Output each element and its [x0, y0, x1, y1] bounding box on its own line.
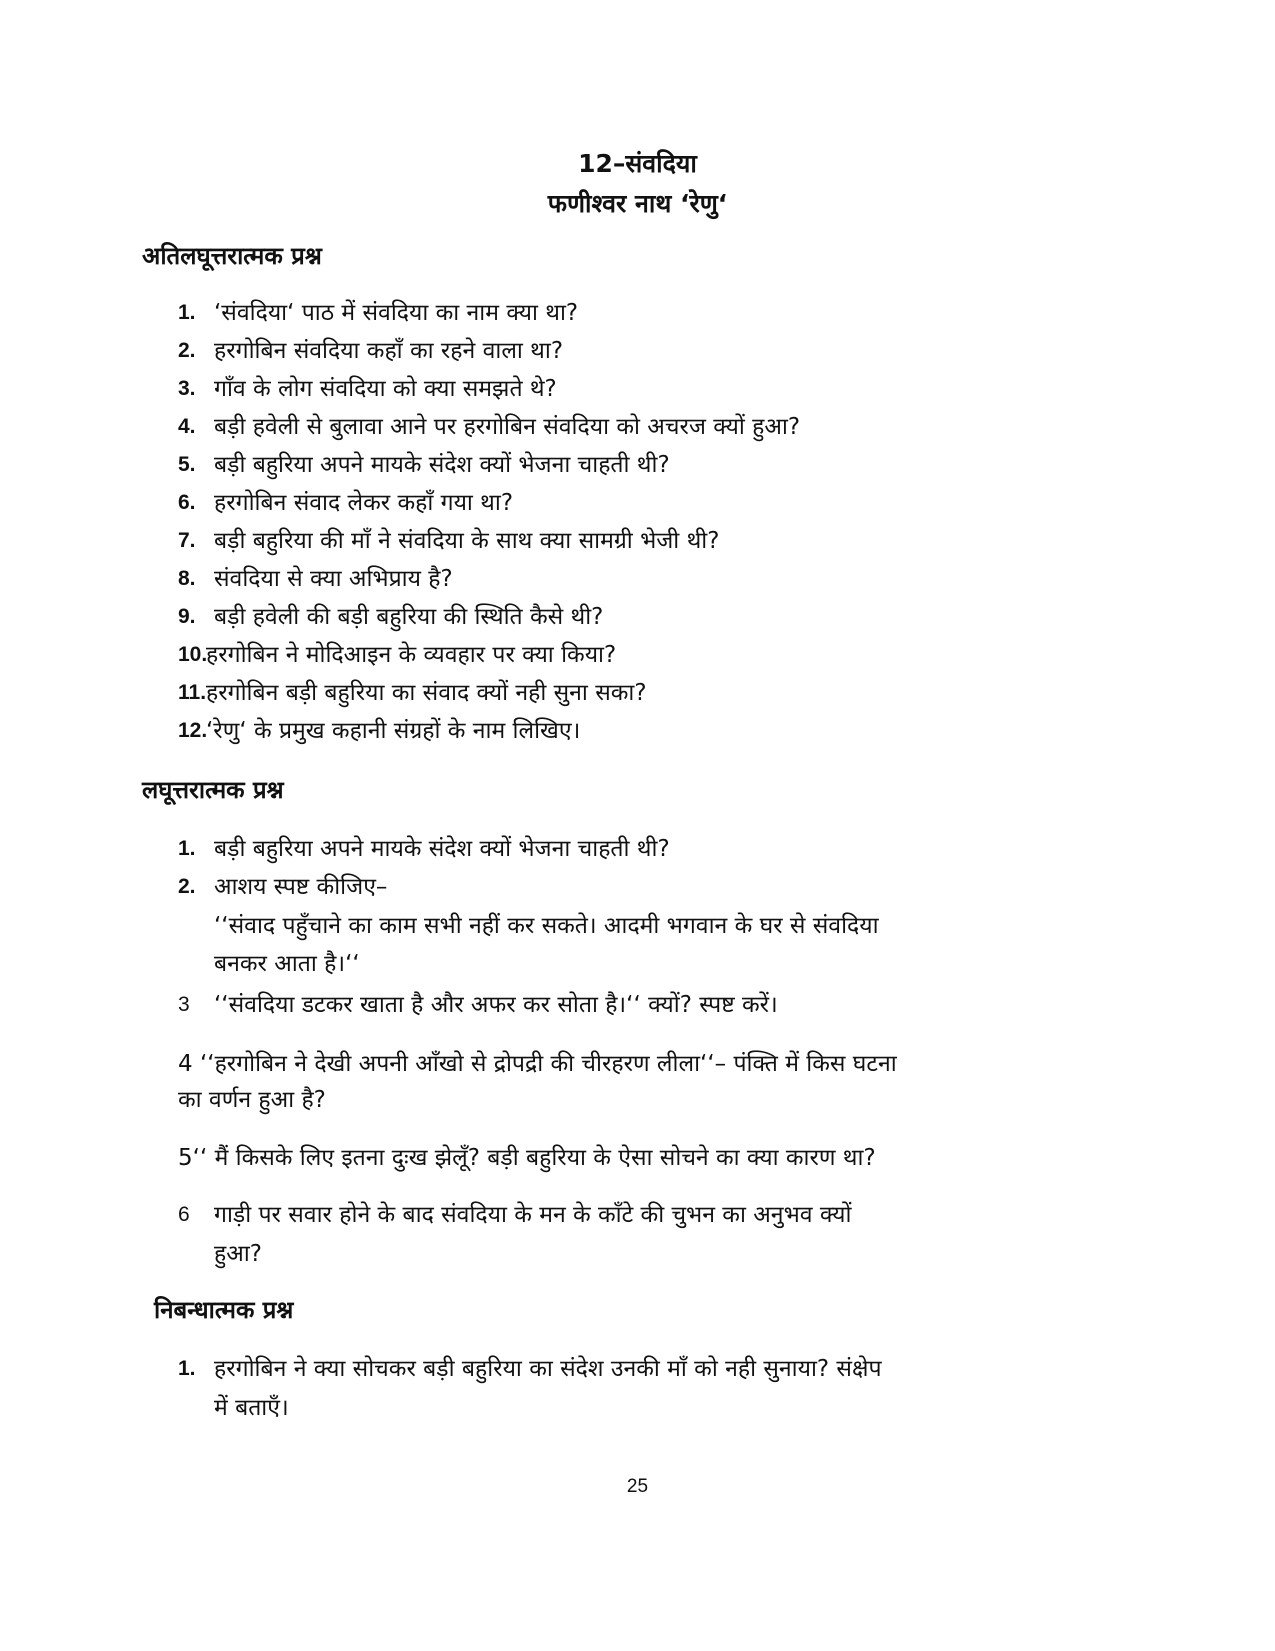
paragraph-line: में बताएँ। — [214, 1395, 289, 1421]
question-text: ‘संवदिया‘ पाठ में संवदिया का नाम क्या था? — [214, 300, 579, 326]
section-heading-short: लघूत्तरात्मक प्रश्न — [142, 776, 284, 804]
question-number: 4. — [178, 415, 196, 438]
question-text: हरगोबिन संवाद लेकर कहाँ गया था? — [214, 490, 514, 516]
paragraph-line: हुआ? — [214, 1241, 262, 1267]
question-number: 3. — [178, 377, 196, 400]
question-text: बड़ी हवेली की बड़ी बहुरिया की स्थिति कैसे थी? — [214, 604, 604, 630]
author-name: फणीश्वर नाथ ‘रेणु‘ — [547, 189, 728, 218]
question-number: 6. — [178, 491, 196, 514]
question-number: 11. — [178, 681, 207, 704]
quote-line: बनकर आता है।‘‘ — [214, 951, 360, 977]
paragraph-line: 4 ‘‘हरगोबिन ने देखी अपनी आँखो से द्रोपद्री की चीरहरण लीला‘‘– पंक्ति में किस घटना — [178, 1051, 897, 1077]
question-number: 1. — [178, 837, 196, 860]
paragraph-line: 5‘‘ मैं किसके लिए इतना दुःख झेलूँ? बड़ी बहुरिया के ऐसा सोचने का क्या कारण था? — [178, 1145, 876, 1171]
question-number: 1. — [178, 1357, 196, 1380]
paragraph-line: का वर्णन हुआ है? — [178, 1087, 326, 1113]
question-number: 2. — [178, 875, 196, 898]
question-text: गाँव के लोग संवदिया को क्या समझते थे? — [214, 376, 557, 402]
question-text: बड़ी बहुरिया अपने मायके संदेश क्यों भेजना चाहती थी? — [214, 452, 670, 478]
question-text: बड़ी बहुरिया अपने मायके संदेश क्यों भेजना चाहती थी? — [214, 836, 670, 862]
section-heading-essay: निबन्धात्मक प्रश्न — [154, 1296, 294, 1324]
question-text: हरगोबिन संवदिया कहाँ का रहने वाला था? — [214, 338, 564, 364]
question-text: गाड़ी पर सवार होने के बाद संवदिया के मन के काँटे की चुभन का अनुभव क्यों — [214, 1202, 852, 1228]
question-text: ‘‘संवदिया डटकर खाता है और अफर कर सोता है।‘‘ क्यों? स्पष्ट करें। — [214, 992, 778, 1018]
question-number: 10. — [178, 643, 208, 666]
question-text: बड़ी हवेली से बुलावा आने पर हरगोबिन संवदिया को अचरज क्यों हुआ? — [214, 414, 801, 440]
chapter-title: 12–संवदिया — [578, 149, 697, 178]
page-number: 25 — [626, 1476, 649, 1497]
question-number: 6 — [178, 1203, 190, 1226]
question-text: हरगोबिन ने मोदिआइन के व्यवहार पर क्या किया? — [206, 642, 617, 668]
question-number: 8. — [178, 567, 196, 590]
question-text: हरगोबिन बड़ी बहुरिया का संवाद क्यों नही सुना सका? — [206, 680, 647, 706]
section-heading-very-short: अतिलघूत्तरात्मक प्रश्न — [142, 242, 322, 270]
question-text: संवदिया से क्या अभिप्राय है? — [214, 566, 453, 592]
question-number: 9. — [178, 605, 196, 628]
quote-line: ‘‘संवाद पहुँचाने का काम सभी नहीं कर सकते। आदमी भगवान के घर से संवदिया — [214, 913, 879, 939]
question-number: 3 — [178, 993, 190, 1016]
question-text: ‘रेणु‘ के प्रमुख कहानी संग्रहों के नाम लिखिए। — [206, 718, 581, 744]
question-text: हरगोबिन ने क्या सोचकर बड़ी बहुरिया का संदेश उनकी माँ को नही सुनाया? संक्षेप — [214, 1356, 882, 1382]
question-text: आशय स्पष्ट कीजिए– — [214, 874, 388, 900]
question-number: 2. — [178, 339, 196, 362]
question-number: 7. — [178, 529, 196, 552]
question-number: 5. — [178, 453, 196, 476]
question-number: 12. — [178, 719, 208, 742]
question-text: बड़ी बहुरिया की माँ ने संवदिया के साथ क्या सामग्री भेजी थी? — [214, 528, 720, 554]
question-number: 1. — [178, 301, 196, 324]
